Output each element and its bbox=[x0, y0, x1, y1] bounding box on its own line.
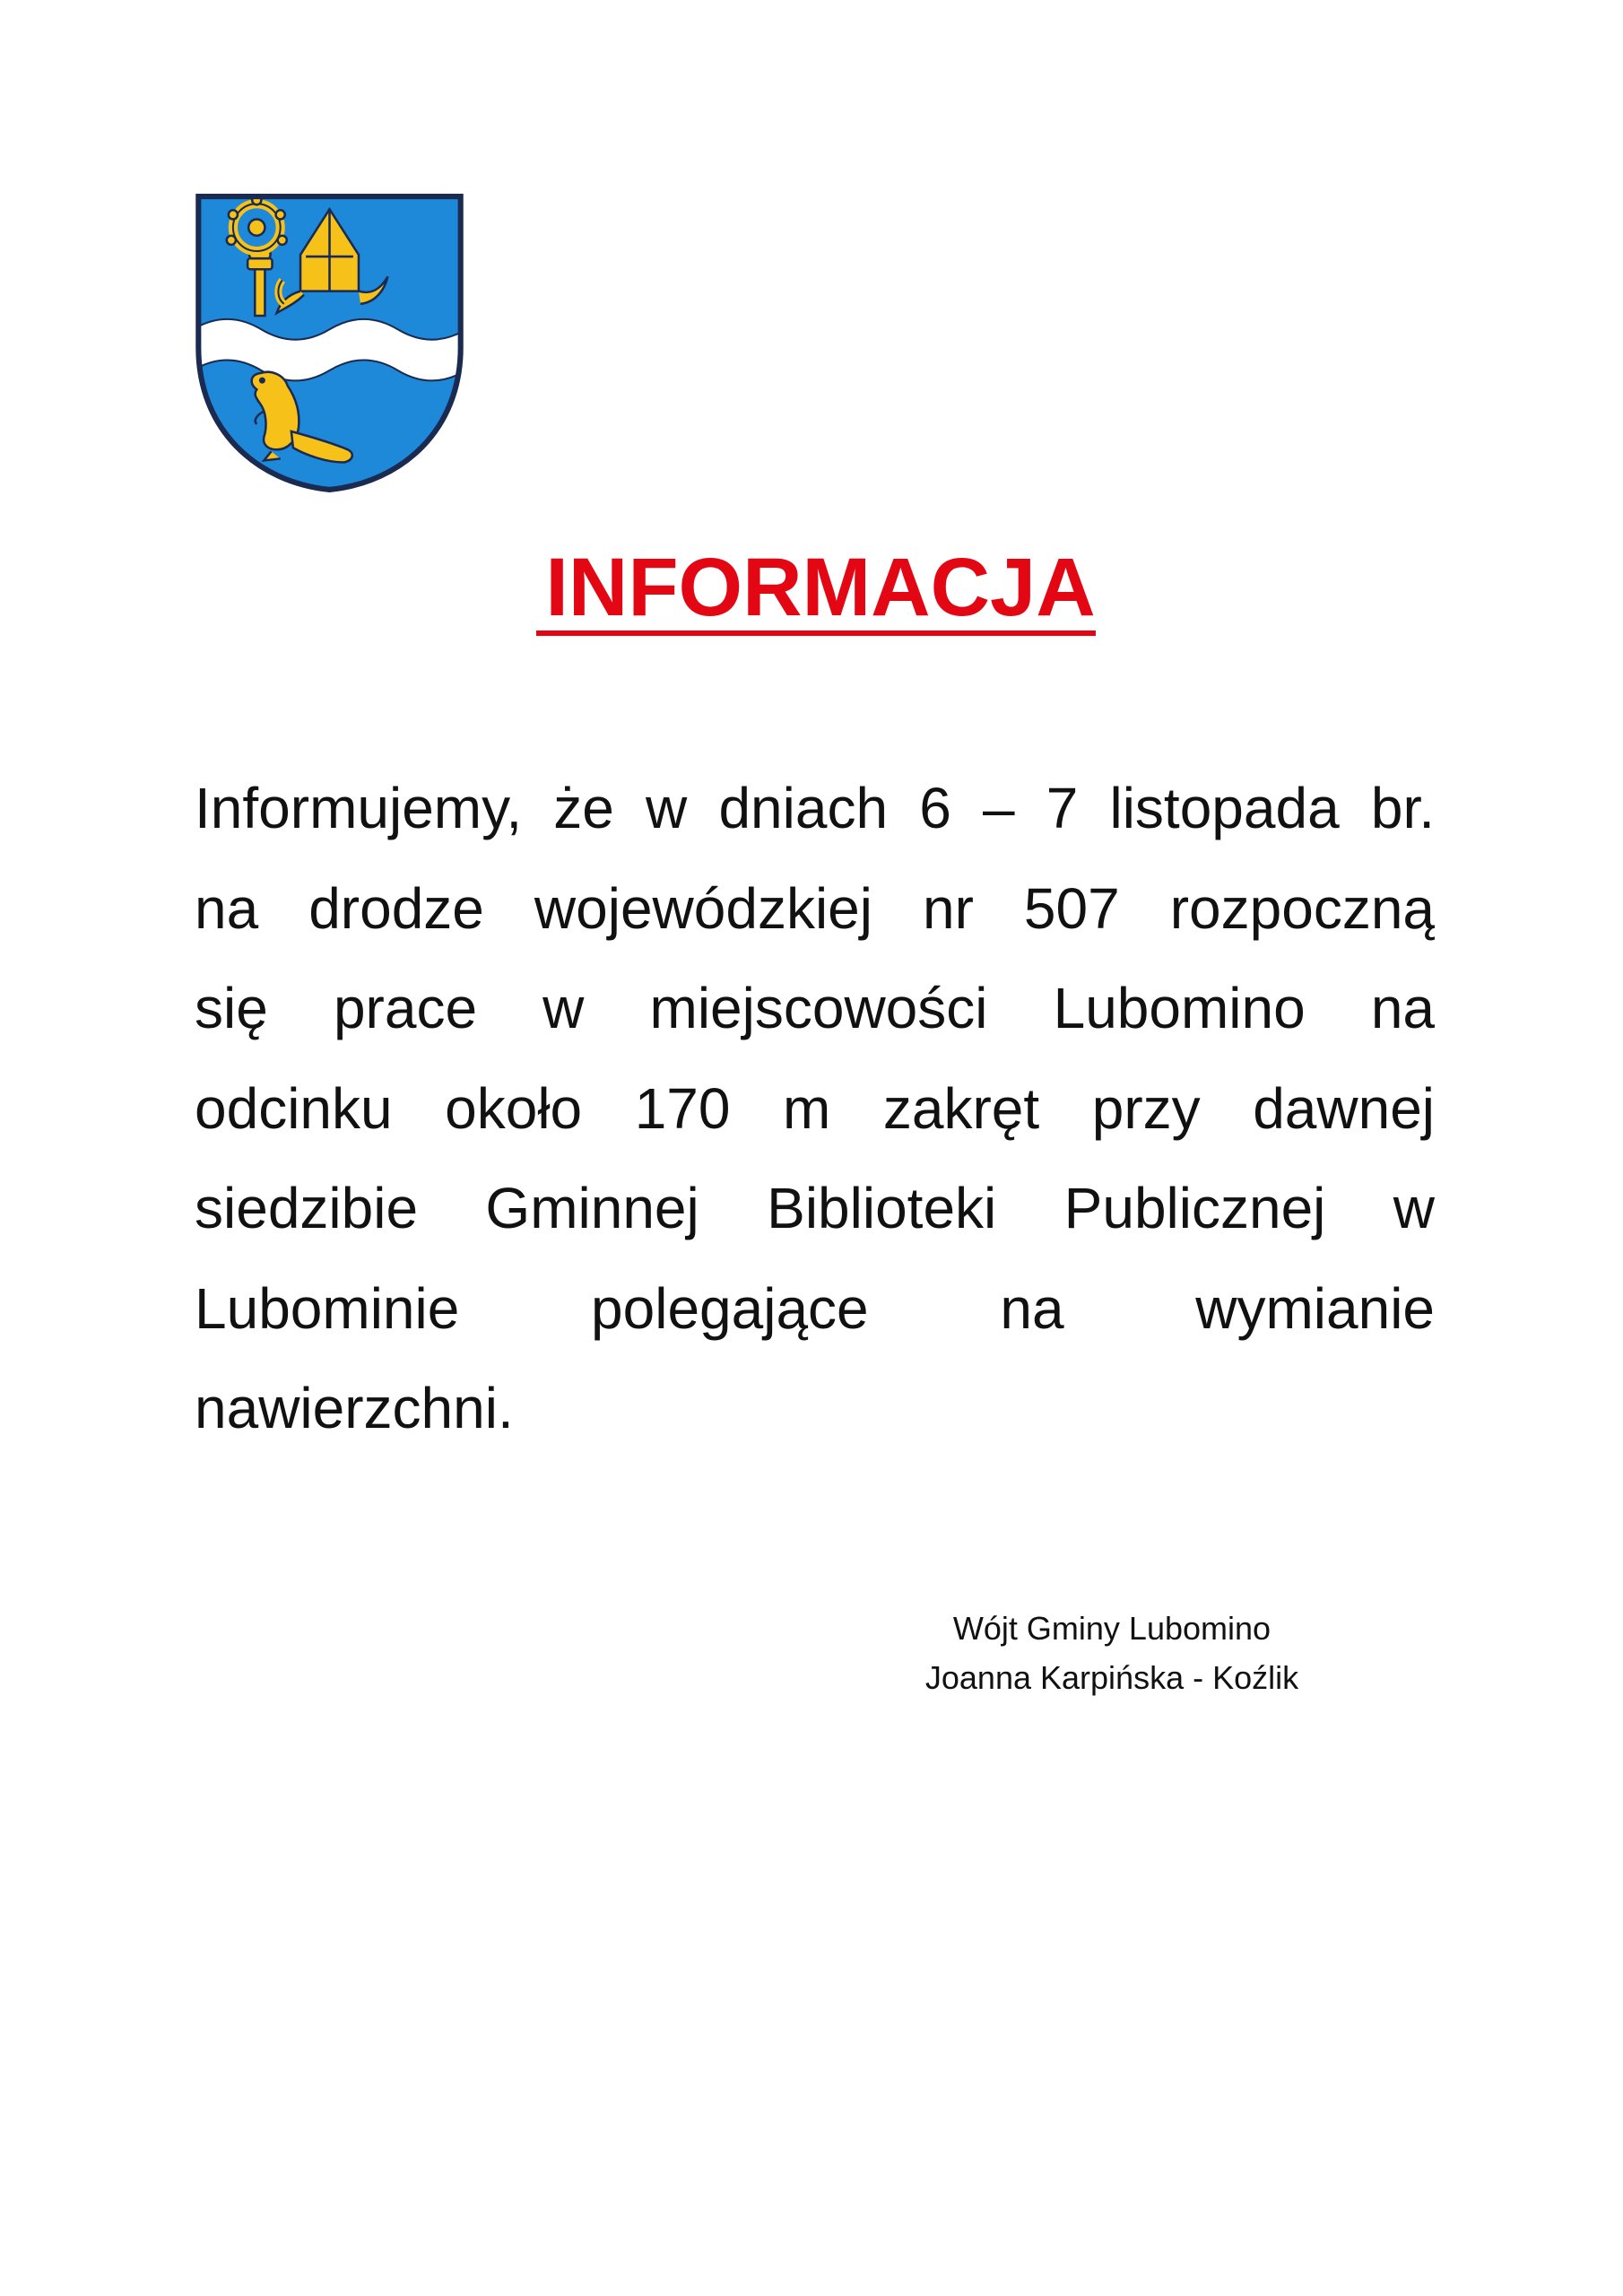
title-text: INFORMACJA bbox=[536, 544, 1095, 636]
body-line: się prace w miejscowości Lubomino na bbox=[195, 976, 1435, 1040]
body-line: na drodze wojewódzkiej nr 507 rozpoczną bbox=[195, 875, 1435, 941]
signature-role: Wójt Gminy Lubomino bbox=[952, 1610, 1271, 1647]
page-title bbox=[0, 538, 1623, 637]
signature-block bbox=[861, 1604, 1363, 1702]
body-line: nawierzchni. bbox=[195, 1376, 514, 1440]
coat-of-arms-icon bbox=[193, 193, 466, 493]
body-line: Informujemy, że w dniach 6 – 7 listopada br. bbox=[195, 776, 1435, 840]
signature-name: Joanna Karpińska - Koźlik bbox=[924, 1659, 1299, 1696]
announcement-body bbox=[195, 759, 1435, 1459]
body-line: Lubominie polegające na wymianie bbox=[195, 1275, 1435, 1341]
body-line: odcinku około 170 m zakręt przy dawnej bbox=[195, 1075, 1435, 1141]
body-line: siedzibie Gminnej Biblioteki Publicznej w bbox=[195, 1176, 1435, 1240]
